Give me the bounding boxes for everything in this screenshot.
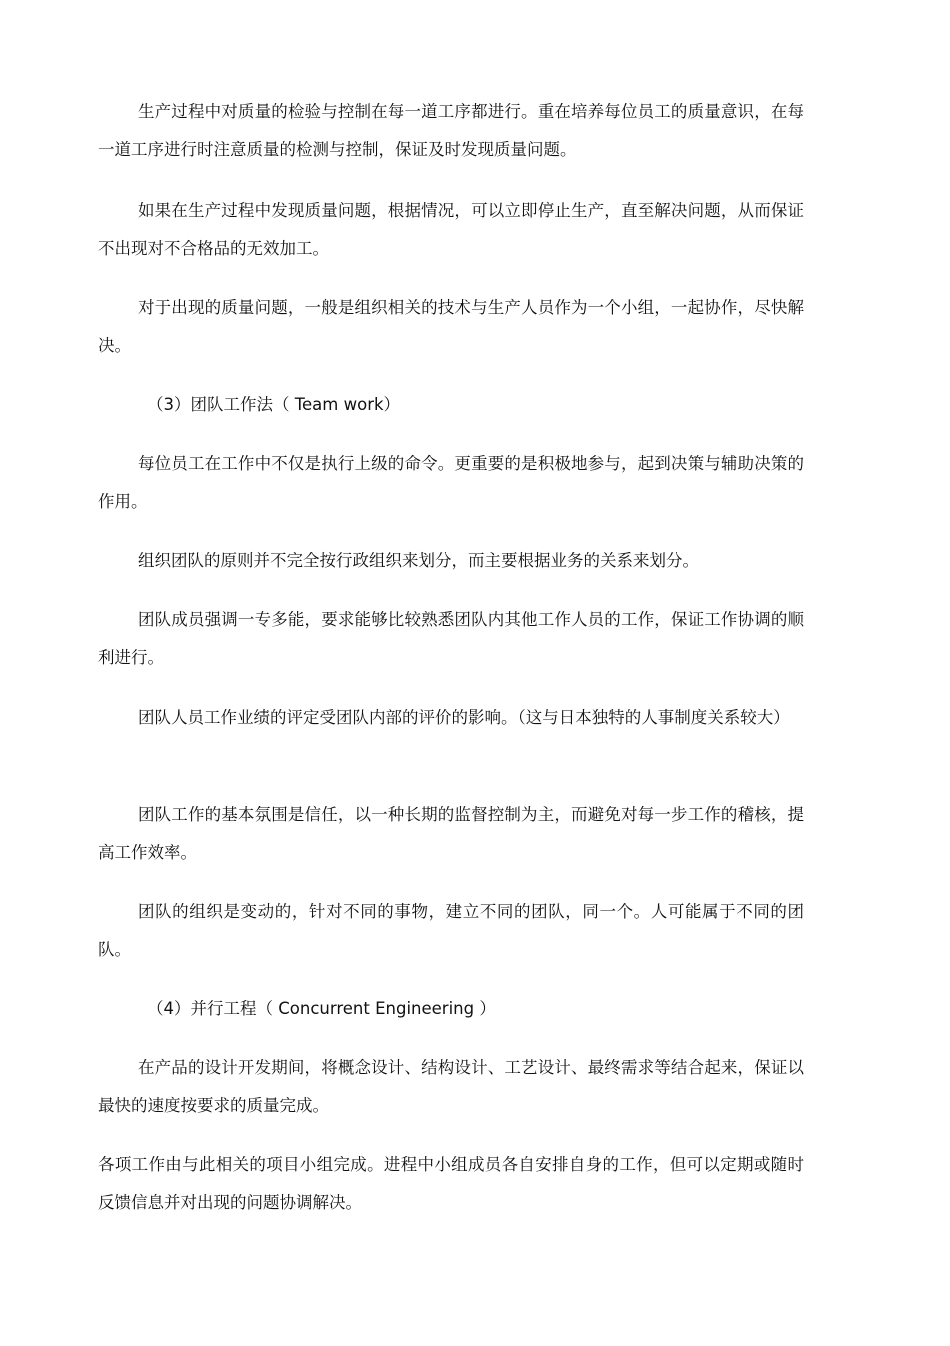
paragraph-performance-evaluation: 团队人员工作业绩的评定受团队内部的评价的影响。（这与日本独特的人事制度关系较大） xyxy=(138,708,790,727)
paragraph-quality-inspection: 生产过程中对质量的检验与控制在每一道工序都进行。重在培养每位员工的质量意识，在每一道工序进行时注意质量的检测与控制，保证及时发现质量问题。 xyxy=(98,102,804,159)
section-heading-concurrent-engineering: （4）并行工程（ Concurrent Engineering ） xyxy=(147,999,496,1018)
section-heading-teamwork: （3）团队工作法（ Team work） xyxy=(147,395,401,414)
paragraph-stop-production: 如果在生产过程中发现质量问题，根据情况，可以立即停止生产，直至解决问题，从而保证不出现对不合格品的无效加工。 xyxy=(98,201,804,258)
paragraph-employee-participation: 每位员工在工作中不仅是执行上级的命令。更重要的是积极地参与，起到决策与辅助决策的作用。 xyxy=(98,454,804,511)
paragraph-dynamic-teams: 团队的组织是变动的，针对不同的事物，建立不同的团队，同一个。人可能属于不同的团队。 xyxy=(98,902,804,959)
paragraph-project-groups: 各项工作由与此相关的项目小组完成。进程中小组成员各自安排自身的工作，但可以定期或随时反馈信息并对出现的问题协调解决。 xyxy=(98,1155,804,1212)
paragraph-trust-atmosphere: 团队工作的基本氛围是信任，以一种长期的监督控制为主，而避免对每一步工作的稽核，提高工作效率。 xyxy=(98,805,804,862)
paragraph-design-integration: 在产品的设计开发期间，将概念设计、结构设计、工艺设计、最终需求等结合起来，保证以最快的速度按要求的质量完成。 xyxy=(98,1058,804,1115)
paragraph-multi-skill: 团队成员强调一专多能，要求能够比较熟悉团队内其他工作人员的工作，保证工作协调的顺利进行。 xyxy=(98,610,804,667)
paragraph-team-principle: 组织团队的原则并不完全按行政组织来划分，而主要根据业务的关系来划分。 xyxy=(138,551,699,570)
paragraph-quality-team: 对于出现的质量问题，一般是组织相关的技术与生产人员作为一个小组，一起协作，尽快解决。 xyxy=(98,298,804,355)
